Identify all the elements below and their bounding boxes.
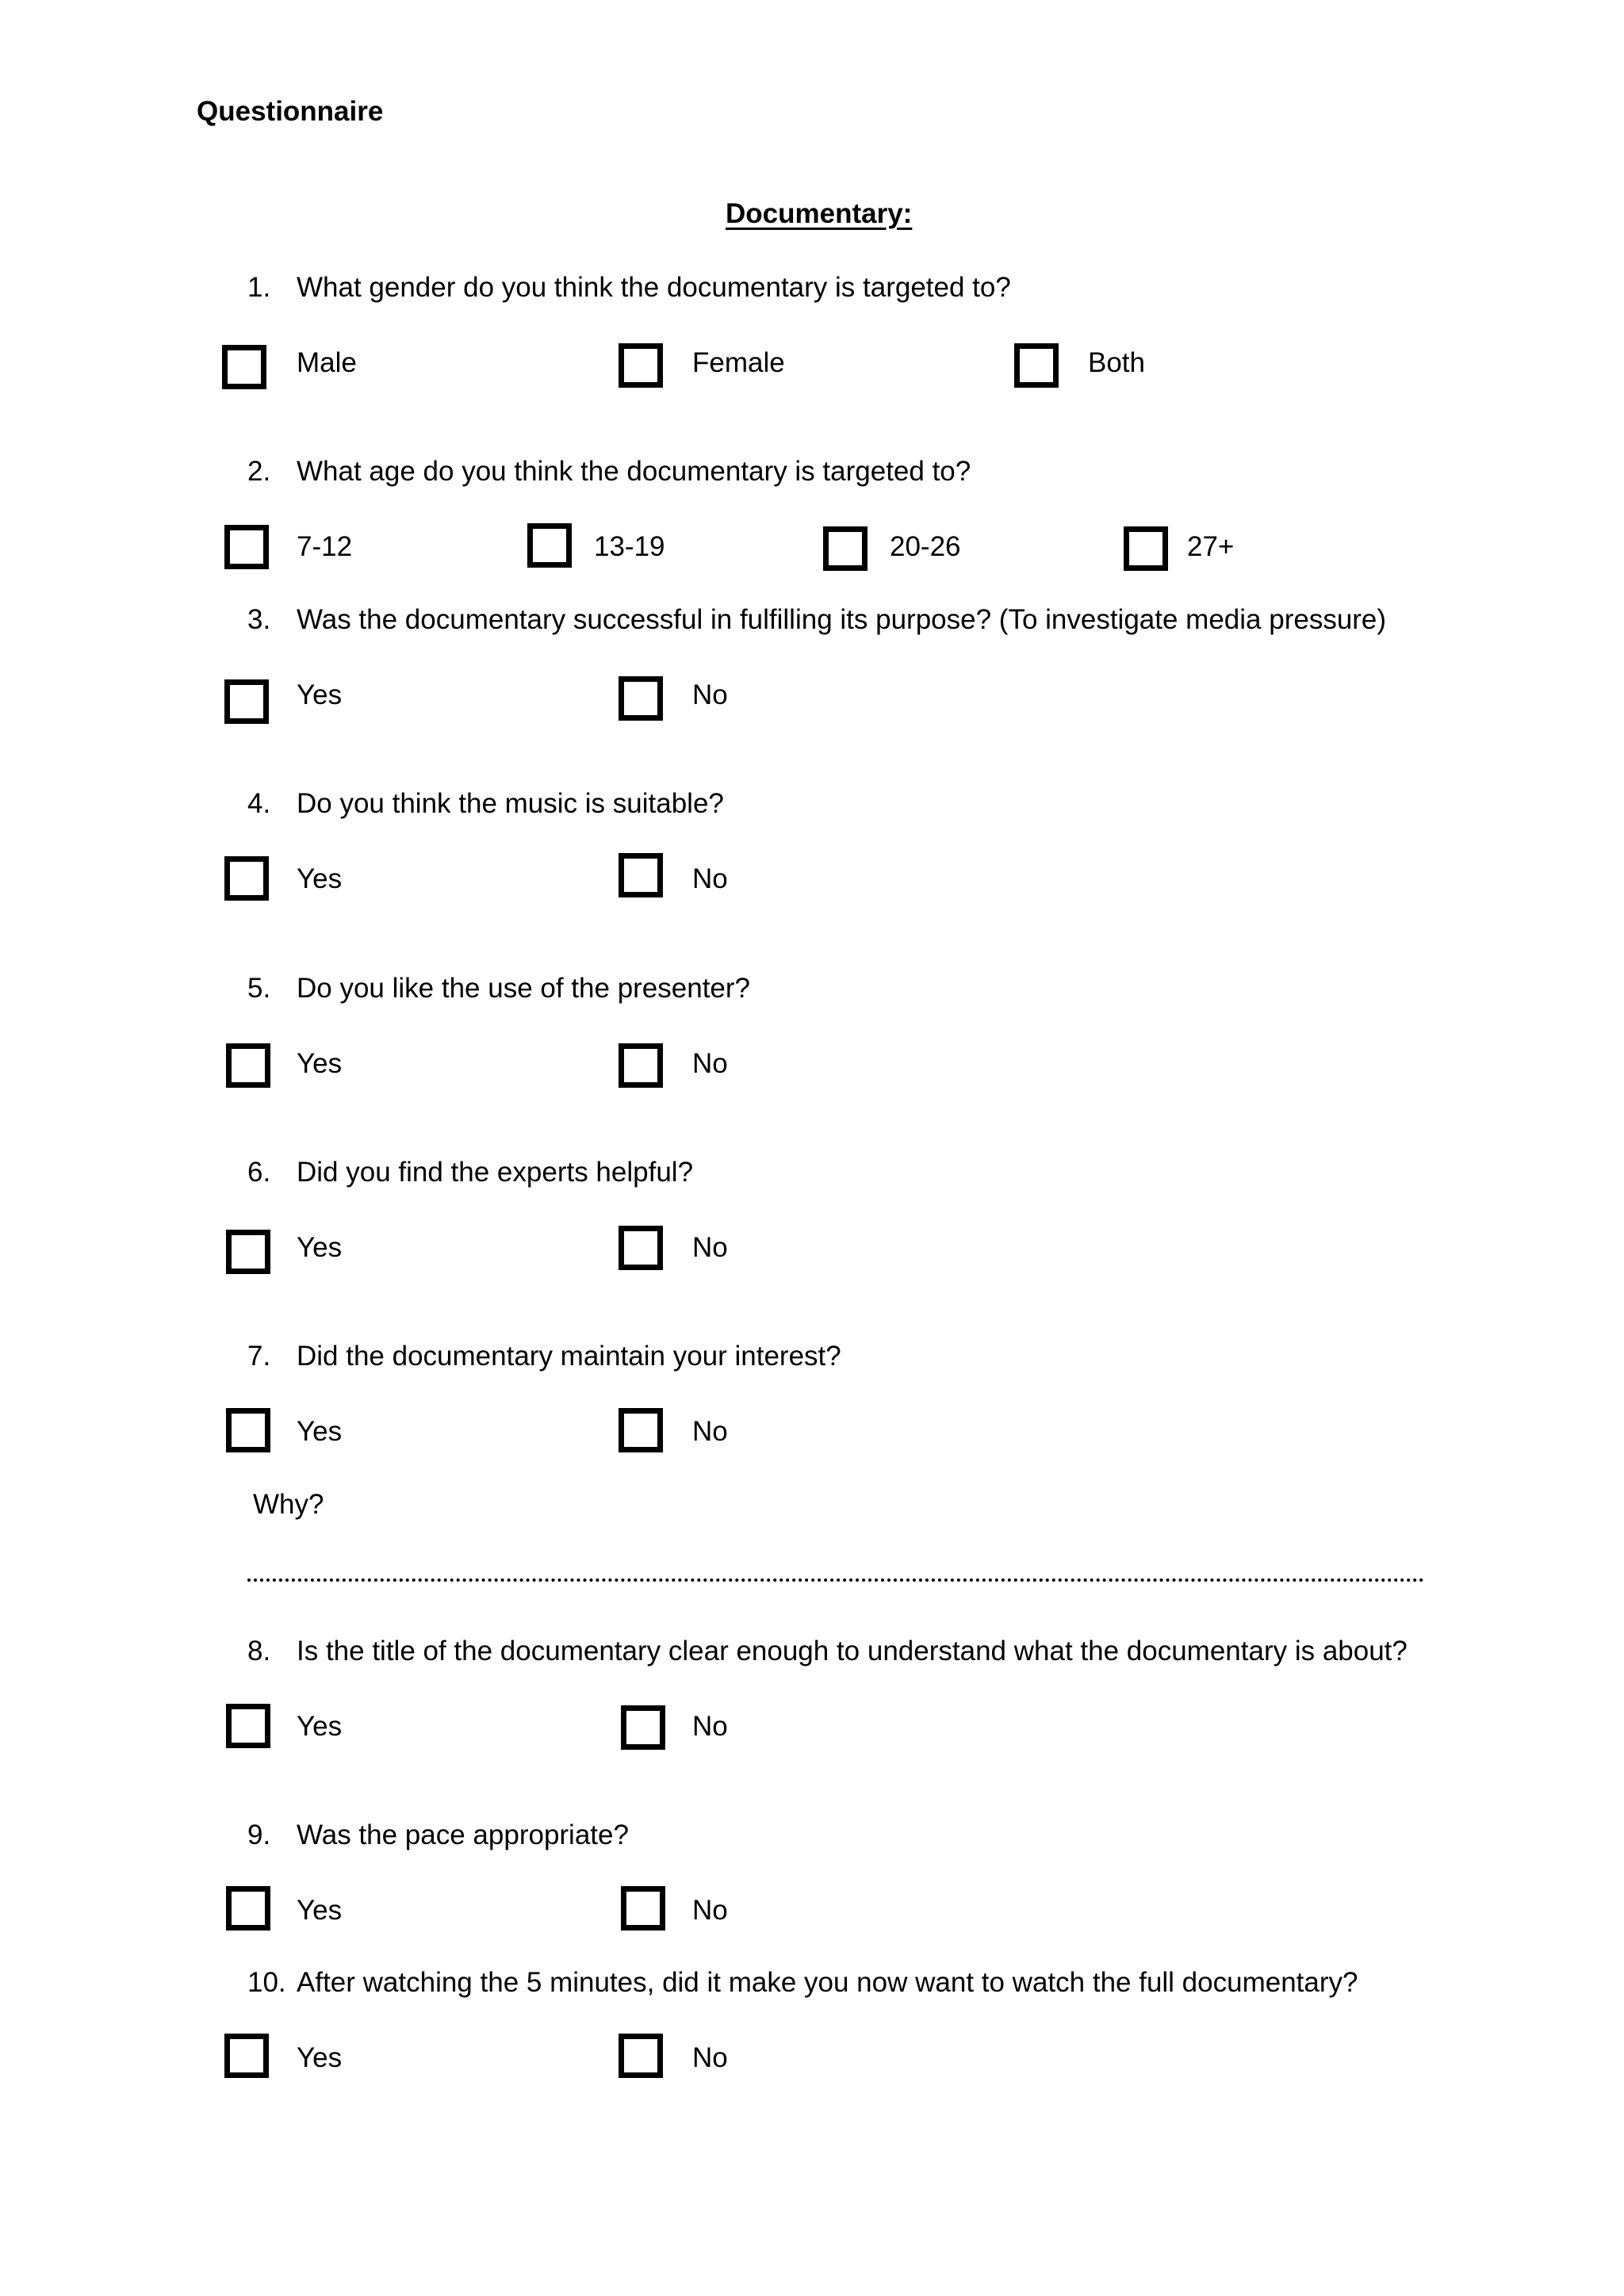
checkbox-q7-no[interactable] [619,1408,663,1452]
checkbox-both[interactable] [1014,343,1059,388]
checkbox-q3-no[interactable] [619,676,663,721]
option-label: No [692,1048,728,1079]
option-label: 27+ [1187,531,1235,562]
checkbox-age-20-26[interactable] [823,526,868,571]
option-label: No [692,679,728,710]
checkbox-q7-yes[interactable] [226,1408,270,1452]
question-number: 8. [247,1636,271,1667]
option-label: 20-26 [890,531,961,562]
question-text: Was the pace appropriate? [297,1820,629,1850]
question-number: 7. [247,1341,271,1372]
question-number: 3. [247,604,271,635]
option-label: Yes [297,679,343,710]
checkbox-q3-yes[interactable] [224,679,269,724]
option-label: No [692,1416,728,1447]
question-text: Is the title of the documentary clear enough to understand what the documentary is about? [297,1636,1408,1667]
option-label: No [692,863,728,894]
option-label: No [692,2042,728,2073]
question-text: Do you like the use of the presenter? [297,973,751,1004]
question-text: Did the documentary maintain your interest? [297,1341,841,1372]
checkbox-age-13-19[interactable] [527,523,572,568]
checkbox-q8-no[interactable] [621,1705,665,1750]
option-label: Yes [297,1711,343,1742]
option-label: Yes [297,1232,343,1263]
checkbox-q4-yes[interactable] [224,856,269,901]
question-number: 4. [247,788,271,819]
option-label: Yes [297,1416,343,1447]
checkbox-q8-yes[interactable] [226,1704,270,1748]
question-number: 9. [247,1820,271,1850]
option-label: Female [692,347,785,378]
question-number: 6. [247,1157,271,1188]
why-answer-line[interactable] [247,1578,1424,1582]
section-heading: Documentary: [726,198,913,229]
question-text: What age do you think the documentary is targeted to? [297,456,971,487]
question-number: 1. [247,272,271,303]
checkbox-q9-no[interactable] [621,1886,665,1931]
checkbox-q5-yes[interactable] [226,1043,270,1088]
checkbox-q10-yes[interactable] [224,2034,269,2078]
option-label: 13-19 [594,531,665,562]
option-label: Yes [297,1048,343,1079]
checkbox-age-7-12[interactable] [224,525,269,569]
question-text: Was the documentary successful in fulfilling its purpose? (To investigate media pressure) [297,604,1387,635]
document-title: Questionnaire [197,96,384,127]
checkbox-q5-no[interactable] [619,1043,663,1088]
checkbox-q10-no[interactable] [619,2034,663,2078]
option-label: 7-12 [297,531,353,562]
option-label: Yes [297,1895,343,1926]
checkbox-q6-no[interactable] [619,1226,663,1270]
checkbox-q9-yes[interactable] [226,1886,270,1931]
option-label: No [692,1895,728,1926]
option-label: Both [1088,347,1145,378]
question-text: What gender do you think the documentary is targeted to? [297,272,1011,303]
checkbox-female[interactable] [619,343,663,388]
option-label: Yes [297,863,343,894]
question-text: Do you think the music is suitable? [297,788,724,819]
question-text: After watching the 5 minutes, did it make you now want to watch the full documentary? [297,1967,1358,1998]
question-text: Did you find the experts helpful? [297,1157,694,1188]
checkbox-male[interactable] [222,345,266,389]
checkbox-age-27-plus[interactable] [1124,526,1168,571]
question-number: 5. [247,973,271,1004]
option-label: No [692,1711,728,1742]
option-label: Yes [297,2042,343,2073]
why-label: Why? [253,1489,324,1520]
option-label: Male [297,347,357,378]
checkbox-q4-no[interactable] [619,853,663,897]
checkbox-q6-yes[interactable] [226,1230,270,1274]
question-number: 10. [247,1967,286,1998]
question-number: 2. [247,456,271,487]
option-label: No [692,1232,728,1263]
